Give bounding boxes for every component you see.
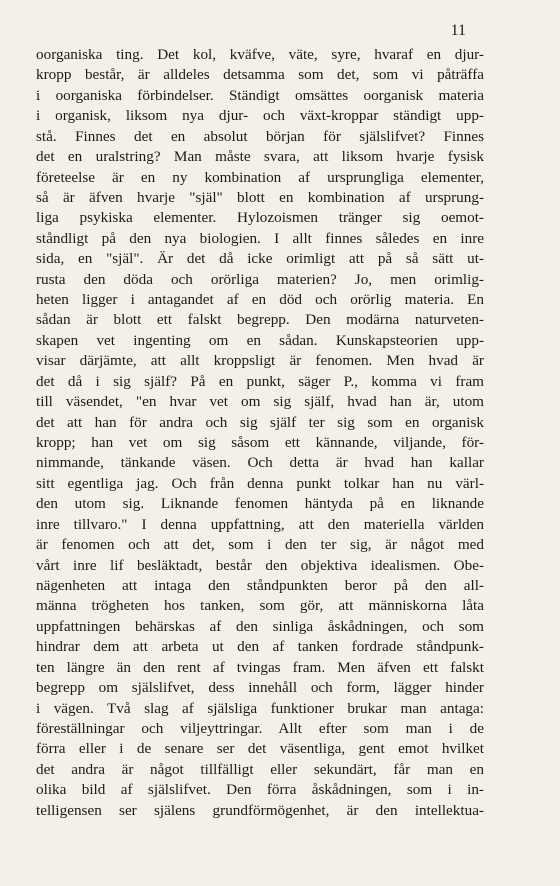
body-text <box>36 45 484 821</box>
text-line: telligensen ser själens grundförmögenhet, är den intellektua- <box>36 801 484 819</box>
text-line: förra eller i de senare ser det väsentliga, gent emot hvilket <box>36 740 484 758</box>
text-line: sida, en "själ". Är det då icke orimligt att på så sätt ut- <box>36 250 484 268</box>
text-line: företeelse är en ny kombination af ursprungliga elementer, <box>36 168 484 186</box>
text-line: uppfattningen behärskas af den sinliga åskådningen, och som <box>36 617 484 635</box>
text-line: hindrar dem att arbeta ut den af tanken fordrade ståndpunk- <box>36 638 484 656</box>
text-line: männa trögheten hos tanken, som gör, att människorna låta <box>36 597 484 615</box>
text-line: stå. Finnes det en absolut början för själslifvet? Finnes <box>36 127 484 145</box>
text-line: i oorganiska förbindelser. Ständigt omsättes oorganisk materia <box>36 86 484 104</box>
text-line: begrepp om själslifvet, dess innehåll och form, lägger hinder <box>36 679 484 697</box>
text-line: sitt egentliga jag. Och från denna punkt tolkar han nu värl- <box>36 474 484 492</box>
text-line: i organisk, liksom nya djur- och växt-kroppar ständigt upp- <box>36 107 484 125</box>
text-line: nimmande, tänkande väsen. Och detta är hvad han kallar <box>36 454 484 472</box>
text-line: visar därjämte, att allt kroppsligt är fenomen. Men hvad är <box>36 352 484 370</box>
text-line: vårt inre lif besläktadt, består den objektiva idealismen. Obe- <box>36 556 484 574</box>
text-line: är fenomen och att det, som i den ter sig, är något med <box>36 536 484 554</box>
text-line: heten ligger i antagandet af en död och orörlig materia. En <box>36 291 484 309</box>
text-line: det att han för andra och sig själf ter sig som en organisk <box>36 413 484 431</box>
text-line: så är äfven hvarje "själ" blott en kombination af ursprung- <box>36 188 484 206</box>
text-line: sådan är blott ett falskt begrepp. Den modärna naturveten- <box>36 311 484 329</box>
text-line: det då i sig själf? På en punkt, säger P., komma vi fram <box>36 372 484 390</box>
text-line: inre tillvaro." I denna uppfattning, att den materiella världen <box>36 515 484 533</box>
text-line: i vägen. Två slag af själsliga funktioner brukar man antaga: <box>36 699 484 717</box>
text-line: det andra är något tillfälligt eller sekundärt, får man en <box>36 760 484 778</box>
text-line: kropp; han vet om sig såsom ett kännande, viljande, för- <box>36 434 484 452</box>
text-line: nägenheten att intaga den ståndpunkten beror på den all- <box>36 576 484 594</box>
text-line: oorganiska ting. Det kol, kväfve, väte, syre, hvaraf en djur- <box>36 46 484 63</box>
text-line: olika bild af själslifvet. Den förra åskådningen, som i in- <box>36 781 484 799</box>
page-number: 11 <box>450 22 466 39</box>
text-line: liga psykiska elementer. Hylozoismen tränger sig oemot- <box>36 209 484 227</box>
text-line: skapen vet ingenting om en sådan. Kunskapsteorien upp- <box>36 331 484 349</box>
text-line: den utom sig. Liknande fenomen häntyda på en liknande <box>36 495 484 513</box>
text-line: föreställningar och viljeyttringar. Allt efter som man i de <box>36 719 484 737</box>
text-line: till väsendet, "en hvar vet om sig själf, hvad han är, utom <box>36 393 484 411</box>
text-line: ståndligt på den nya biologien. I allt finnes således en inre <box>36 229 484 247</box>
text-line: kropp består, är alldeles detsamma som det, som vi påträffa <box>36 66 484 84</box>
text-line: ten längre än den rent af tvingas fram. Men äfven ett falskt <box>36 658 484 676</box>
text-line: rusta den döda och orörliga materien? Jo, men orimlig- <box>36 270 484 288</box>
text-line: det en uralstring? Man måste svara, att liksom hvarje fysisk <box>36 148 484 166</box>
